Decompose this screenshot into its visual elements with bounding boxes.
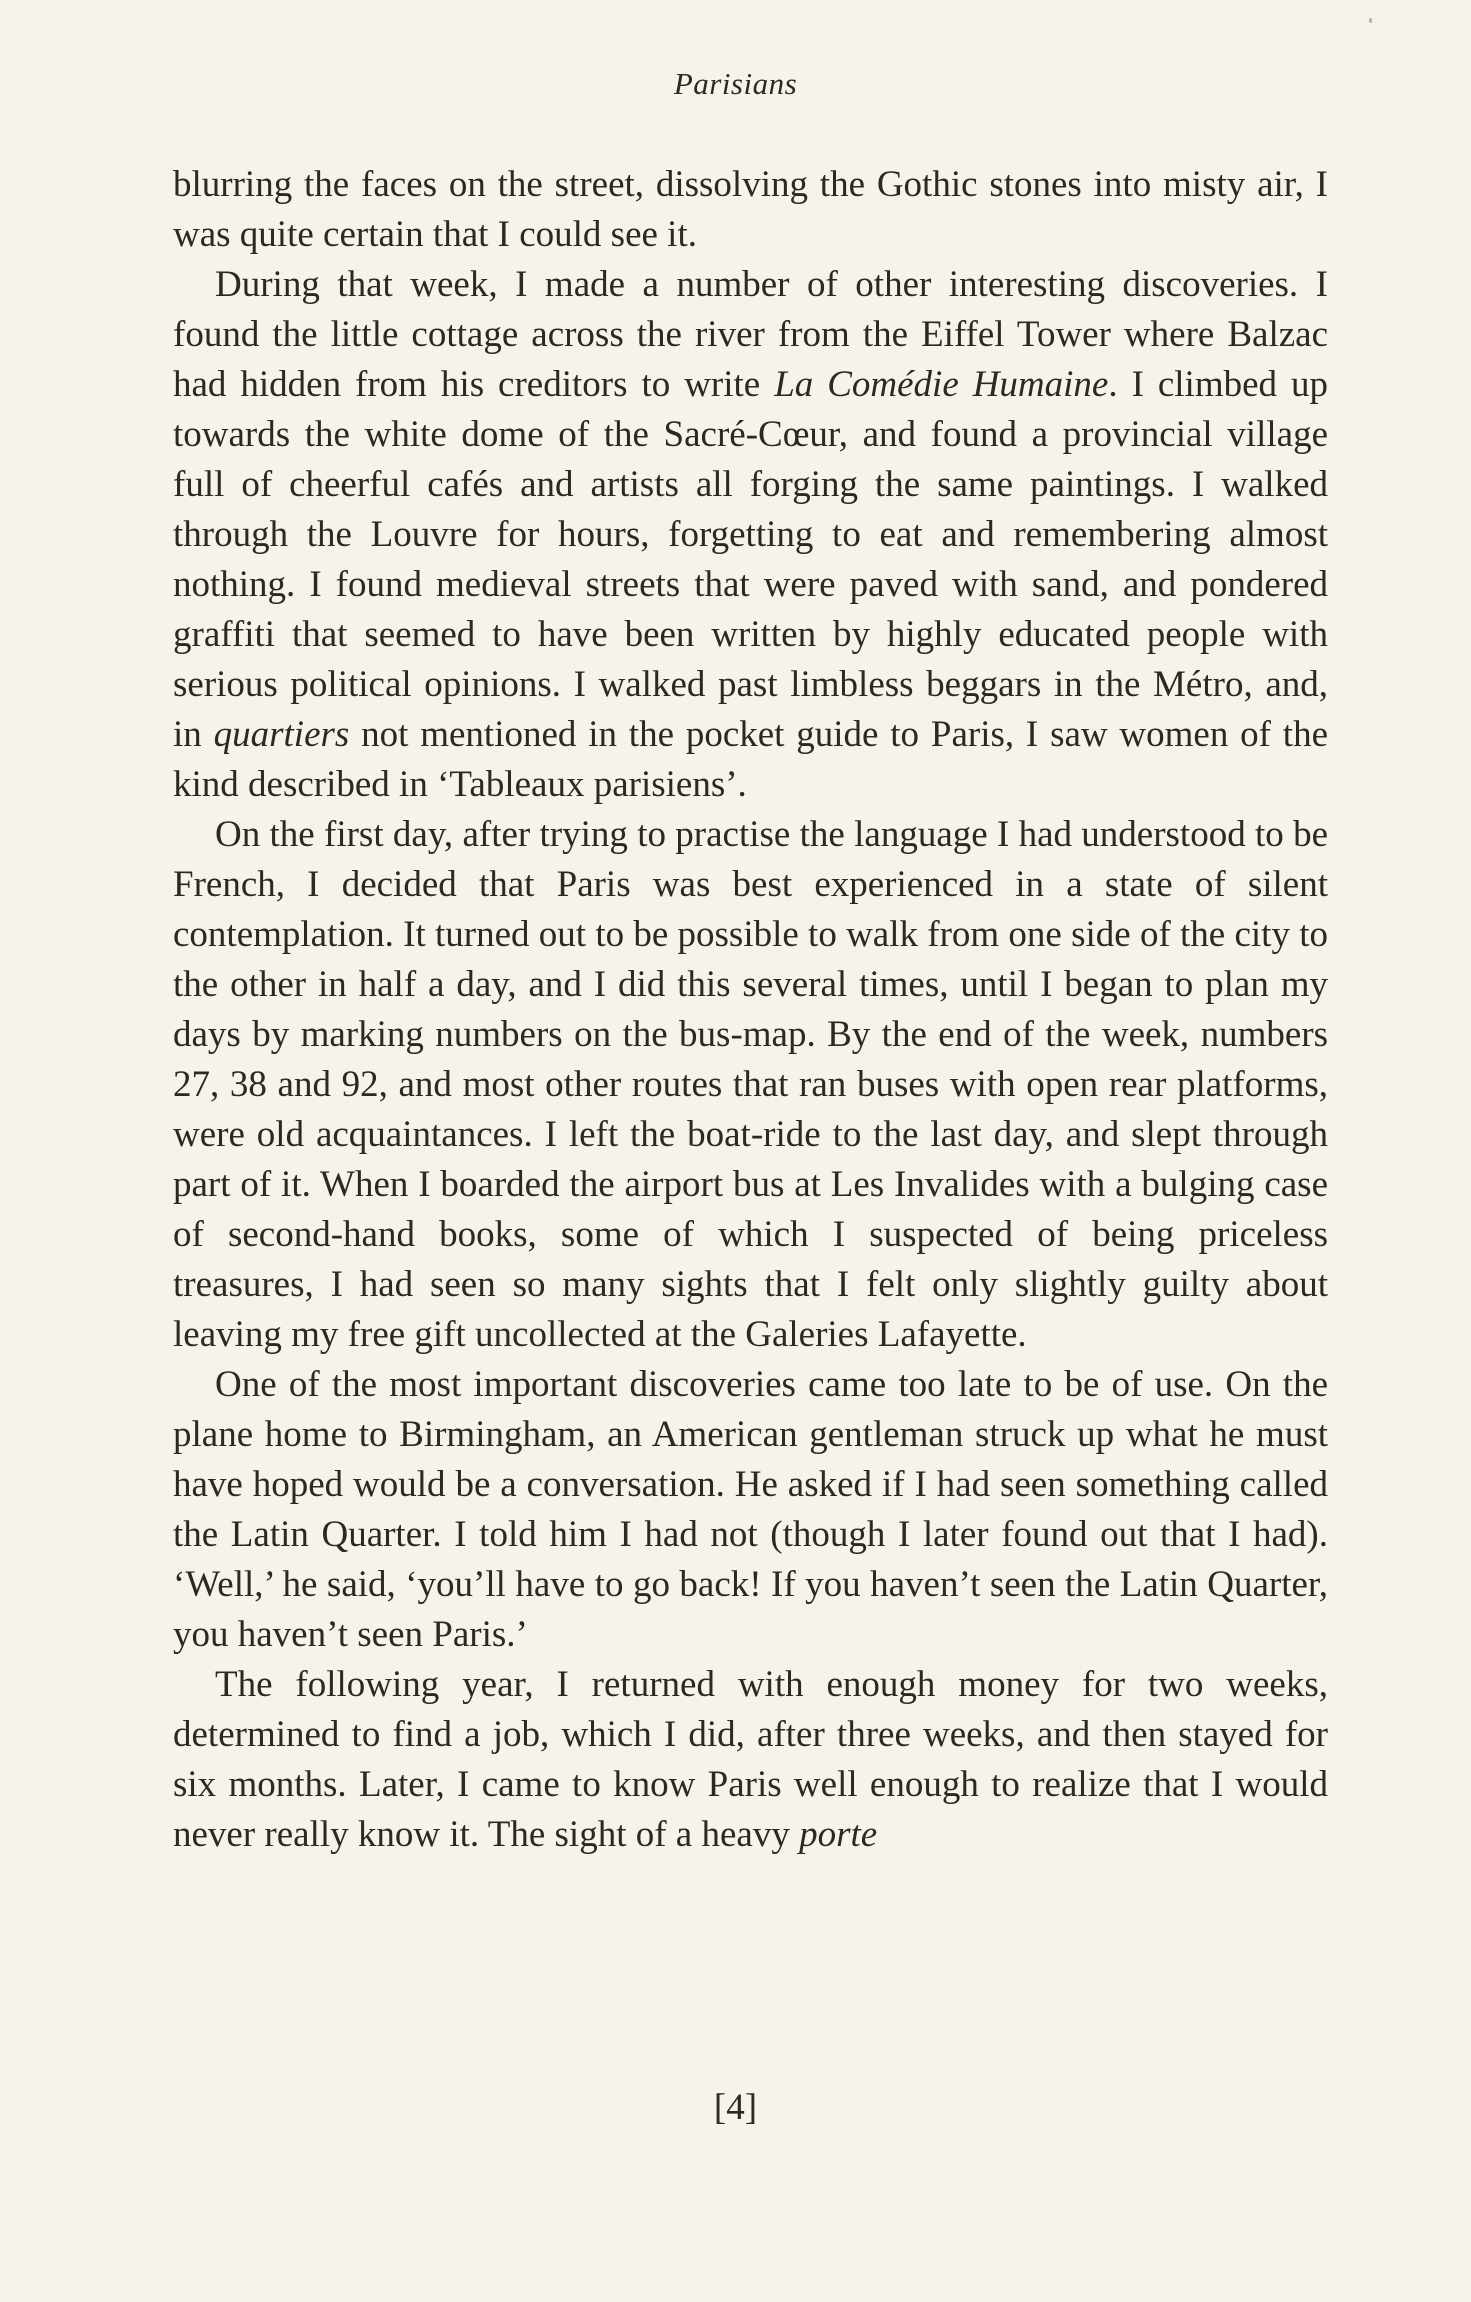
running-head: Parisians — [673, 66, 798, 101]
text-run: On the first day, after trying to practise the language I had understood to be French, I decided that Paris was best experienced in a state of silent contemplation. It turned out to be possible to walk from one side of the city to the other in half a day, and I did this several times, until I began to plan my days by marking numbers on the bus-map. By the end of the week, numbers 27, 38 and 92, and most other routes that ran buses with open rear platforms, were old acquaintances. I left the boat-ride to the last day, and slept through part of it. When I boarded the airport bus at Les Invalides with a bulging case of second-hand books, some of which I suspected of being priceless treasures, I had seen so many sights that I felt only slightly guilty about leaving my free gift uncollected at the Galeries Lafayette. — [173, 814, 1328, 1355]
italic-text: porte — [799, 1814, 878, 1855]
paragraph — [173, 260, 1328, 810]
body-text — [173, 160, 1328, 1860]
text-run: not mentioned in the pocket guide to Paris, I saw women of the kind described in ‘Tableaux parisiens’. — [173, 714, 1328, 805]
text-run: One of the most important discoveries came too late to be of use. On the plane home to Birmingham, an American gentleman struck up what he must have hoped would be a conversation. He asked if I had seen something called the Latin Quarter. I told him I had not (though I later found out that I had). ‘Well,’ he said, ‘you’ll have to go back! If you haven’t seen the Latin Quarter, you haven’t seen Paris.’ — [173, 1364, 1328, 1655]
text-run: The following year, I returned with enough money for two weeks, determined to find a job, which I did, after three weeks, and then stayed for six months. Later, I came to know Paris well enough to realize that I would never really know it. The sight of a heavy — [173, 1664, 1328, 1855]
paragraph — [173, 160, 1328, 260]
text-run: During that week, I made a number of other interesting discoveries. I found the little cottage across the river from the Eiffel Tower where Balzac had hidden from his creditors to write — [173, 264, 1328, 405]
paragraph — [173, 810, 1328, 1360]
page-number: [4] — [713, 2087, 758, 2128]
italic-text: quartiers — [213, 714, 350, 755]
text-run: . I climbed up towards the white dome of the Sacré-Cœur, and found a provincial village full of cheerful cafés and artists all forging the same paintings. I walked through the Louvre for hours, forgetting to eat and remembering almost nothing. I found medieval streets that were paved with sand, and pondered graffiti that seemed to have been written by highly educated people with serious political opinions. I walked past limbless beggars in the Métro, and, in — [173, 364, 1328, 755]
text-run: blurring the faces on the street, dissolving the Gothic stones into misty air, I was quite certain that I could see it. — [173, 164, 1328, 255]
italic-text: La Comédie Humaine — [774, 364, 1109, 405]
paragraph — [173, 1360, 1328, 1660]
scan-speck — [1369, 18, 1372, 23]
paragraph — [173, 1660, 1328, 1860]
